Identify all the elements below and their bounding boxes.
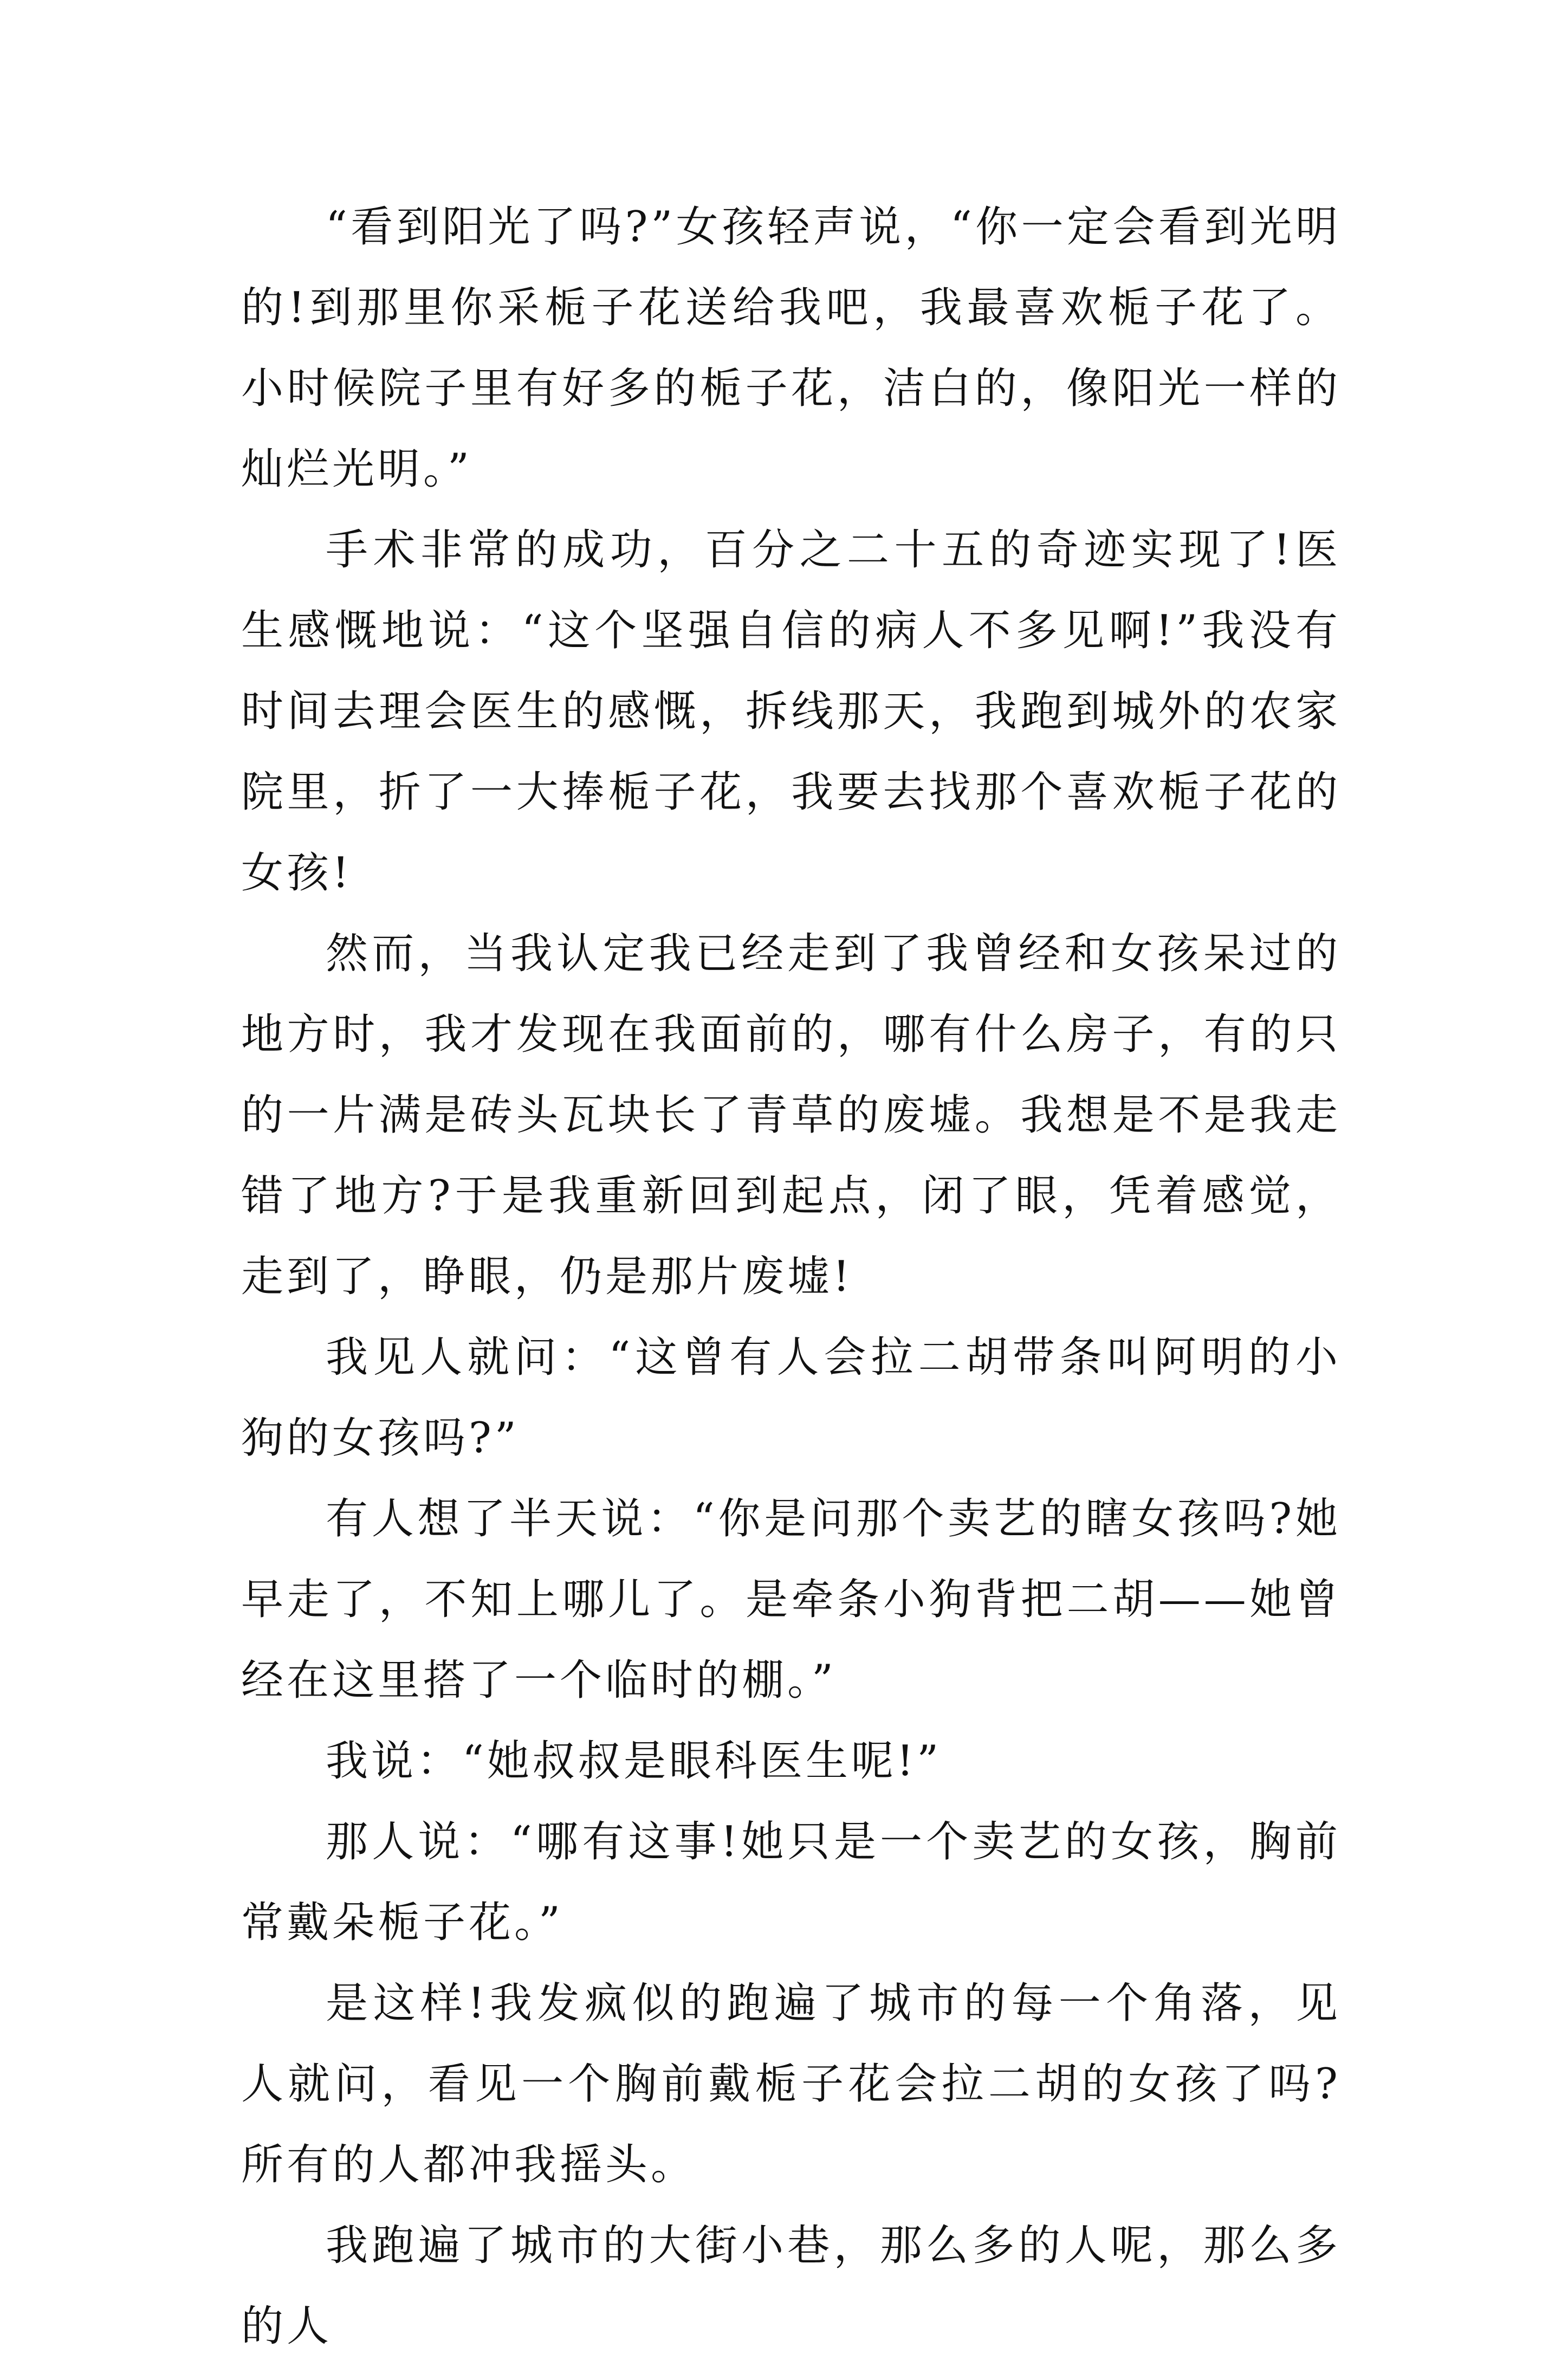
paragraph-8: 是这样!我发疯似的跑遍了城市的每一个角落，见人就问，看见一个胸前戴栀子花会拉二胡的女孩了吗?所有的人都冲我摇头。 (241, 1979, 1341, 2189)
paragraph-6: 我说：“她叔叔是眼科医生呢!” (326, 1737, 942, 1786)
paragraph-2: 手术非常的成功，百分之二十五的奇迹实现了!医生感慨地说：“这个坚强自信的病人不多见啊!”我没有时间去理会医生的感慨，拆线那天，我跑到城外的农家院里，折了一大捧栀子花，我要去找那个喜欢栀子花的女孩! (241, 526, 1341, 897)
paragraph-9: 我跑遍了城市的大街小巷，那么多的人呢，那么多的人 (241, 2221, 1341, 2351)
paragraph-4: 我见人就问：“这曾有人会拉二胡带条叫阿明的小狗的女孩吗?” (241, 1333, 1341, 1463)
paragraph-7: 那人说：“哪有这事!她只是一个卖艺的女孩，胸前常戴朵栀子花。” (241, 1818, 1341, 1947)
paragraph-5: 有人想了半天说：“你是问那个卖艺的瞎女孩吗?她早走了，不知上哪儿了。是牵条小狗背把二胡——她曾经在这里搭了一个临时的棚。” (241, 1495, 1341, 1705)
paragraph-1: “看到阳光了吗?”女孩轻声说，“你一定会看到光明的!到那里你采栀子花送给我吧，我最喜欢栀子花了。小时候院子里有好多的栀子花，洁白的，像阳光一样的灿烂光明。” (241, 203, 1341, 494)
story-text (241, 187, 1341, 2367)
paragraph-3: 然而，当我认定我已经走到了我曾经和女孩呆过的地方时，我才发现在我面前的，哪有什么房子，有的只的一片满是砖头瓦块长了青草的废墟。我想是不是我走错了地方?于是我重新回到起点，闭了眼，凭着感觉，走到了，睁眼，仍是那片废墟! (241, 929, 1341, 1301)
